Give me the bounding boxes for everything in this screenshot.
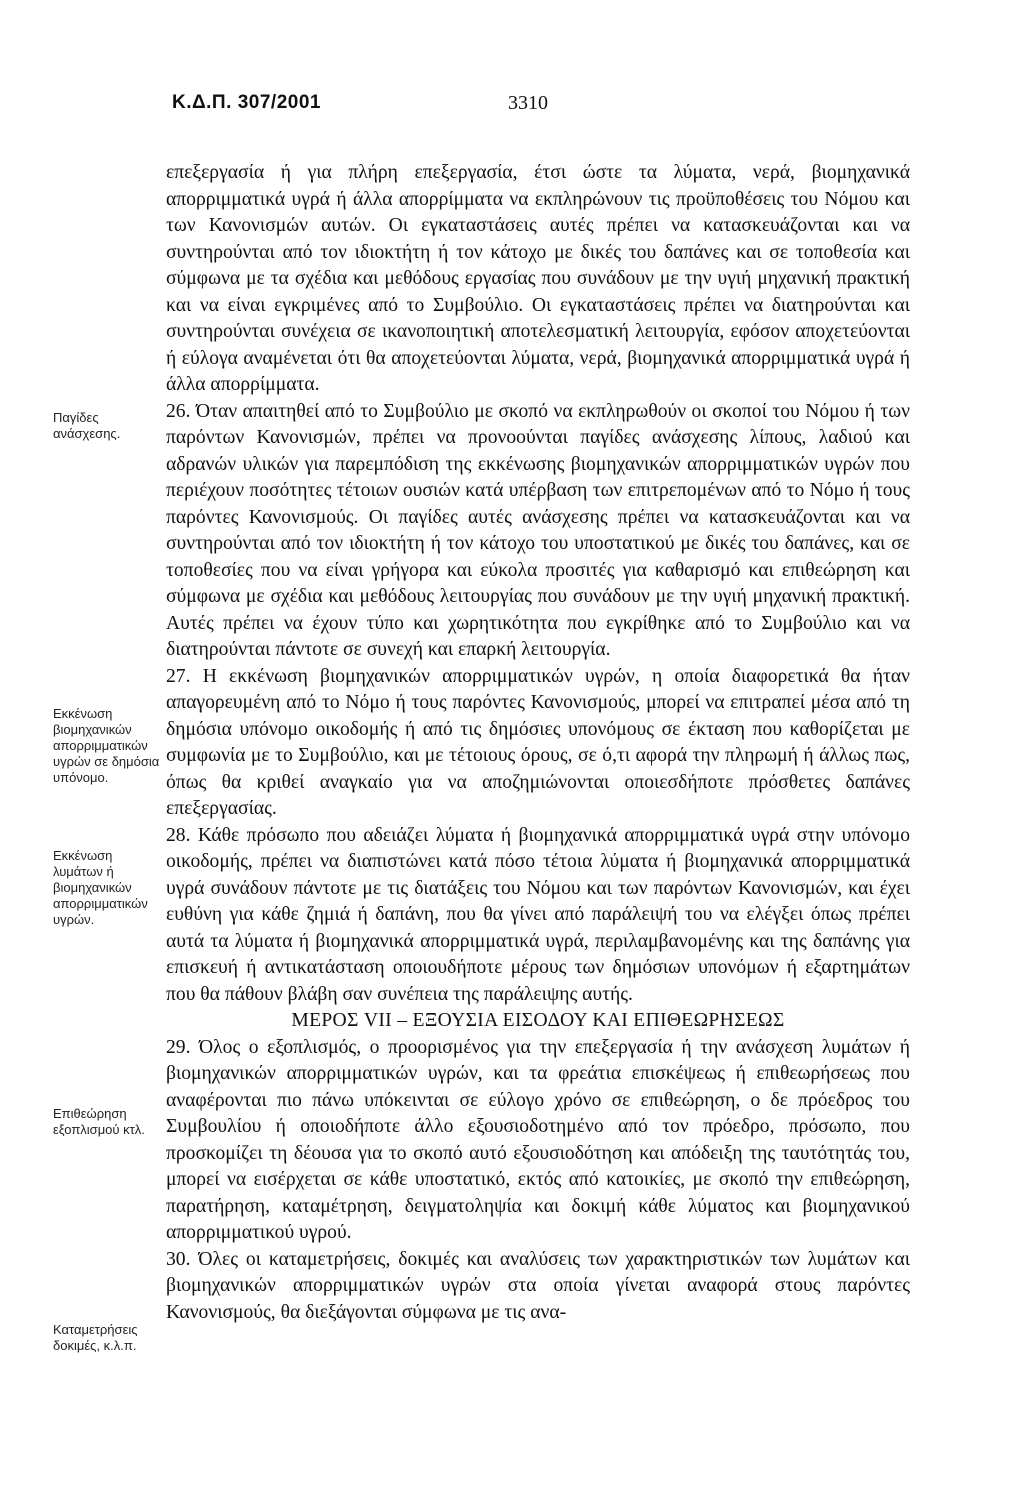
margin-note-measurements: Καταμετρήσεις δοκιμές, κ.λ.π. [53,1322,138,1353]
paragraph-29: 29. Όλος ο εξοπλισμός, ο προορισμένος για την επεξεργασία ή την ανάσχεση λυμάτων ή βιομηχανικών απορριμματικών υγρών, και τα φρεάτια επισκέψεως ή επιθεωρήσεως που αναφέρονται πιο πάνω υπόκεινται σε εύλογο χρόνο σε επιθεώρηση, ο δε πρόεδρος του Συμβουλίου ή οποιοδήποτε άλλο εξουσιοδοτημένο από τον πρόεδρο, πρόσωπο, που προσκομίζει τη δέουσα για το σκοπό αυτό εξουσιοδότηση και απόδειξη της ταυτότητάς του, μπορεί να εισέρχεται σε κάθε υποστατικό, εκτός από κατοικίες, με σκοπό την επιθεώρηση, παρατήρηση, καταμέτρηση, δειγματοληψία και δοκιμή κάθε λύματος και βιομηχανικού απορριμματικού υγρού. [166,1036,910,1243]
margin-note-discharge-public-sewer: Εκκένωση βιομηχανικών απορριμματικών υγρών σε δημόσια υπόνομο. [53,706,160,785]
paragraph-intro: επεξεργασία ή για πλήρη επεξεργασία, έτσι ώστε τα λύματα, νερά, βιομηχανικά απορριμματικά υγρά ή άλλα απορρίμματα να εκπληρώνουν τις προϋποθέσεις του Νόμου και των Κανονισμών αυτών. Οι εγκαταστάσεις αυτές πρέπει να κατασκευάζονται και να συντηρούνται από τον ιδιοκτήτη ή τον κάτοχο με δικές του δαπάνες και σε τοποθεσία και σύμφωνα με τα σχέδια και μεθόδους εργασίας που συνάδουν με την υγιή μηχανική πρακτική και να είναι εγκριμένες από το Συμβούλιο. Οι εγκαταστάσεις πρέπει να διατηρούνται και συντηρούνται συνέχεια σε ικανοποιητική αποτελεσματική λειτουργία, εφόσον αποχετεύονται ή εύλογα αναμένεται ότι θα αποχετεύονται λύματα, νερά, βιομηχανικά απορριμματικά υγρά ή άλλα απορρίμματα. [166,162,910,395]
document-reference: Κ.Δ.Π. 307/2001 [172,92,321,113]
section-heading: ΜΕΡΟΣ VII – ΕΞΟΥΣΙΑ ΕΙΣΟΔΟΥ ΚΑΙ ΕΠΙΘΕΩΡΗΣΕΩΣ [291,1010,785,1031]
body-text [166,160,910,1326]
paragraph-28: 28. Κάθε πρόσωπο που αδειάζει λύματα ή βιομηχανικά απορριμματικά υγρά στην υπόνομο οικοδομής, πρέπει να διαπιστώνει κατά πόσο τέτοια λύματα ή βιομηχανικά απορριμματικά υγρά συνάδουν πάντοτε με τις διατάξεις του Νόμου και των παρόντων Κανονισμών, και έχει ευθύνη για κάθε ζημιά ή δαπάνη, που θα γίνει από παράλειψή του να ελέγξει όπως πρέπει αυτά τα λύματα ή βιομηχανικά απορριμματικά υγρά, περιλαμβανομένης και της δαπάνης για επισκευή ή αντικατάσταση οποιουδήποτε μέρους των δημόσιων υπονόμων ή εξαρτημάτων που θα πάθουν βλάβη σαν συνέπεια της παράλειψης αυτής. [166,824,910,1005]
paragraph-27: 27. Η εκκένωση βιομηχανικών απορριμματικών υγρών, η οποία διαφορετικά θα ήταν απαγορευμένη από το Νόμο ή τους παρόντες Κανονισμούς, μπορεί να επιτραπεί μέσα από τη δημόσια υπόνομο οικοδομής ή από τις δημόσιες υπονόμους σε έκταση που καθορίζεται με συμφωνία με το Συμβούλιο, και με τέτοιους όρους, σε ό,τι αφορά την πληρωμή ή άλλως πως, όπως θα κριθεί αναγκαίο για να αποζημιώνονται οποιεσδήποτε πρόσθετες δαπάνες επεξεργασίας. [166,665,910,819]
margin-note-discharge-liquids: Εκκένωση λυμάτων ή βιομηχανικών απορριμματικών υγρών. [53,848,148,927]
page-number: 3310 [508,92,548,114]
margin-note-traps: Παγίδες ανάσχεσης. [53,410,121,441]
paragraph-26: 26. Όταν απαιτηθεί από το Συμβούλιο με σκοπό να εκπληρωθούν οι σκοποί του Νόμου ή των παρόντων Κανονισμών, πρέπει να προνοούνται παγίδες ανάσχεσης λίπους, λαδιού και αδρανών υλικών για παρεμπόδιση της εκκένωσης βιομηχανικών απορριμματικών υγρών που περιέχουν ποσότητες τέτοιων ουσιών κατά υπέρβαση των επιτρεπομένων από το Νόμο ή τους παρόντες Κανονισμούς. Οι παγίδες αυτές ανάσχεσης πρέπει να κατασκευάζονται και να συντηρούνται από τον ιδιοκτήτη ή τον κάτοχο του υποστατικού με δικές του δαπάνες, και σε τοποθεσίες που να είναι γρήγορα και εύκολα προσιτές για καθαρισμό και επιθεώρηση και σύμφωνα με σχέδια και μεθόδους λειτουργίας που συνάδουν με την υγιή μηχανική πρακτική. Αυτές πρέπει να έχουν τύπο και χωρητικότητα που εγκρίθηκε από το Συμβούλιο και να διατηρούνται πάντοτε σε συνεχή και επαρκή λειτουργία. [166,400,910,660]
margin-note-inspection: Επιθεώρηση εξοπλισμού κτλ. [53,1106,145,1137]
paragraph-30: 30. Όλες οι καταμετρήσεις, δοκιμές και αναλύσεις των χαρακτηριστικών των λυμάτων και βιομηχανικών απορριμματικών υγρών στα οποία γίνεται αναφορά στους παρόντες Κανονισμούς, θα διεξάγονται σύμφωνα με τις ανα- [166,1248,910,1323]
page-header [0,92,1024,122]
